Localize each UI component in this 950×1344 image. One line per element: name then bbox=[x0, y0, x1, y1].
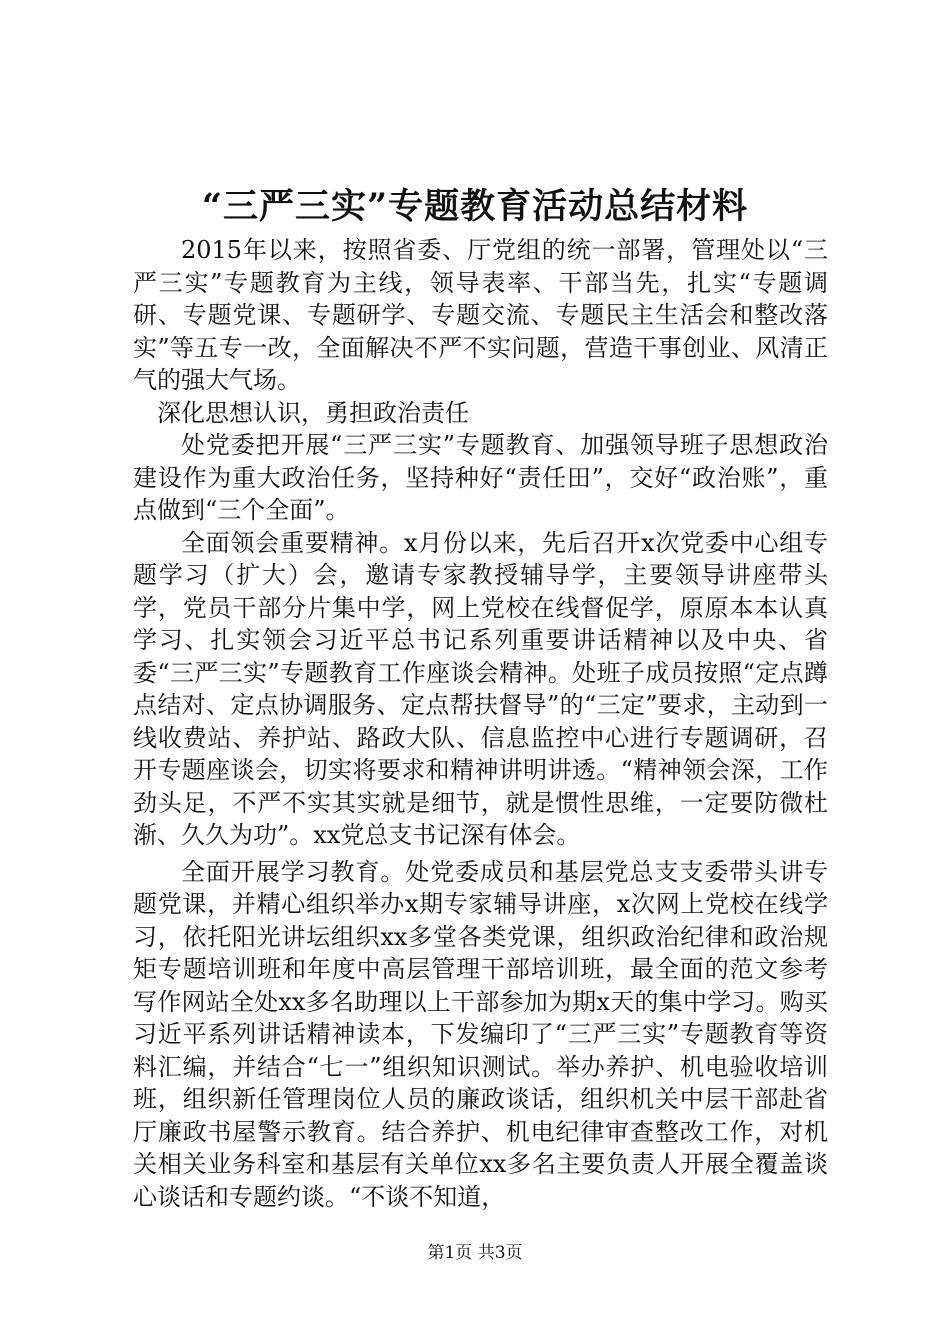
paragraph-education: 全面开展学习教育。处党委成员和基层党总支支委带头讲专题党课，并精心组织举办x期专家辅导讲座，x次网上党校在线学习，依托阳光讲坛组织xx多堂各类党课，组织政治纪律和政治规矩专题培训班和年度中高层管理干部培训班，最全面的范文参考写作网站全处xx多名助理以上干部参加为期x天的集中学习。购买习近平系列讲话精神读本，下发编印了“三严三实”专题教育等资料汇编，并结合“七一”组织知识测试。举办养护、机电验收培训班，组织新任管理岗位人员的廉政谈话，组织机关中层干部赴省厅廉政书屋警示教育。结合养护、机电纪律审查整改工作，对机关相关业务科室和基层有关单位xx多名主要负责人开展全覆盖谈心谈话和专题约谈。“不谈不知道， bbox=[133, 857, 828, 1211]
document-title: “三严三实”专题教育活动总结材料 bbox=[201, 186, 749, 227]
document-body bbox=[133, 234, 828, 1213]
page-footer: 第1页 共3页 bbox=[427, 1243, 523, 1263]
paragraph-spirit: 全面领会重要精神。x月份以来，先后召开x次党委中心组专题学习（扩大）会，邀请专家教授辅导学，主要领导讲座带头学，党员干部分片集中学，网上党校在线督促学，原原本本认真学习、扎实领会习近平总书记系列重要讲话精神以及中央、省委“三严三实”专题教育工作座谈会精神。处班子成员按照“定点蹲点结对、定点协调服务、定点帮扶督导”的“三定”要求，主动到一线收费站、养护站、路政大队、信息监控中心进行专题调研，召开专题座谈会，切实将要求和精神讲明讲透。“精神领会深，工作劲头足，不严不实其实就是细节，就是惯性思维，一定要防微杜渐、久久为功”。xx党总支书记深有体会。 bbox=[133, 528, 828, 849]
paragraph-section-intro: 处党委把开展“三严三实”专题教育、加强领导班子思想政治建设作为重大政治任务，坚持种好“责任田”，交好“政治账”，重点做到“三个全面”。 bbox=[133, 431, 828, 524]
section-heading: 深化思想认识，勇担政治责任 bbox=[157, 398, 469, 427]
paragraph-intro: 2015年以来，按照省委、厅党组的统一部署，管理处以“三严三实”专题教育为主线，领导表率、干部当先，扎实“专题调研、专题党课、专题研学、专题交流、专题民主生活会和整改落实”等五专一改，全面解决不严不实问题，营造干事创业、风清正气的强大气场。 bbox=[133, 236, 828, 394]
